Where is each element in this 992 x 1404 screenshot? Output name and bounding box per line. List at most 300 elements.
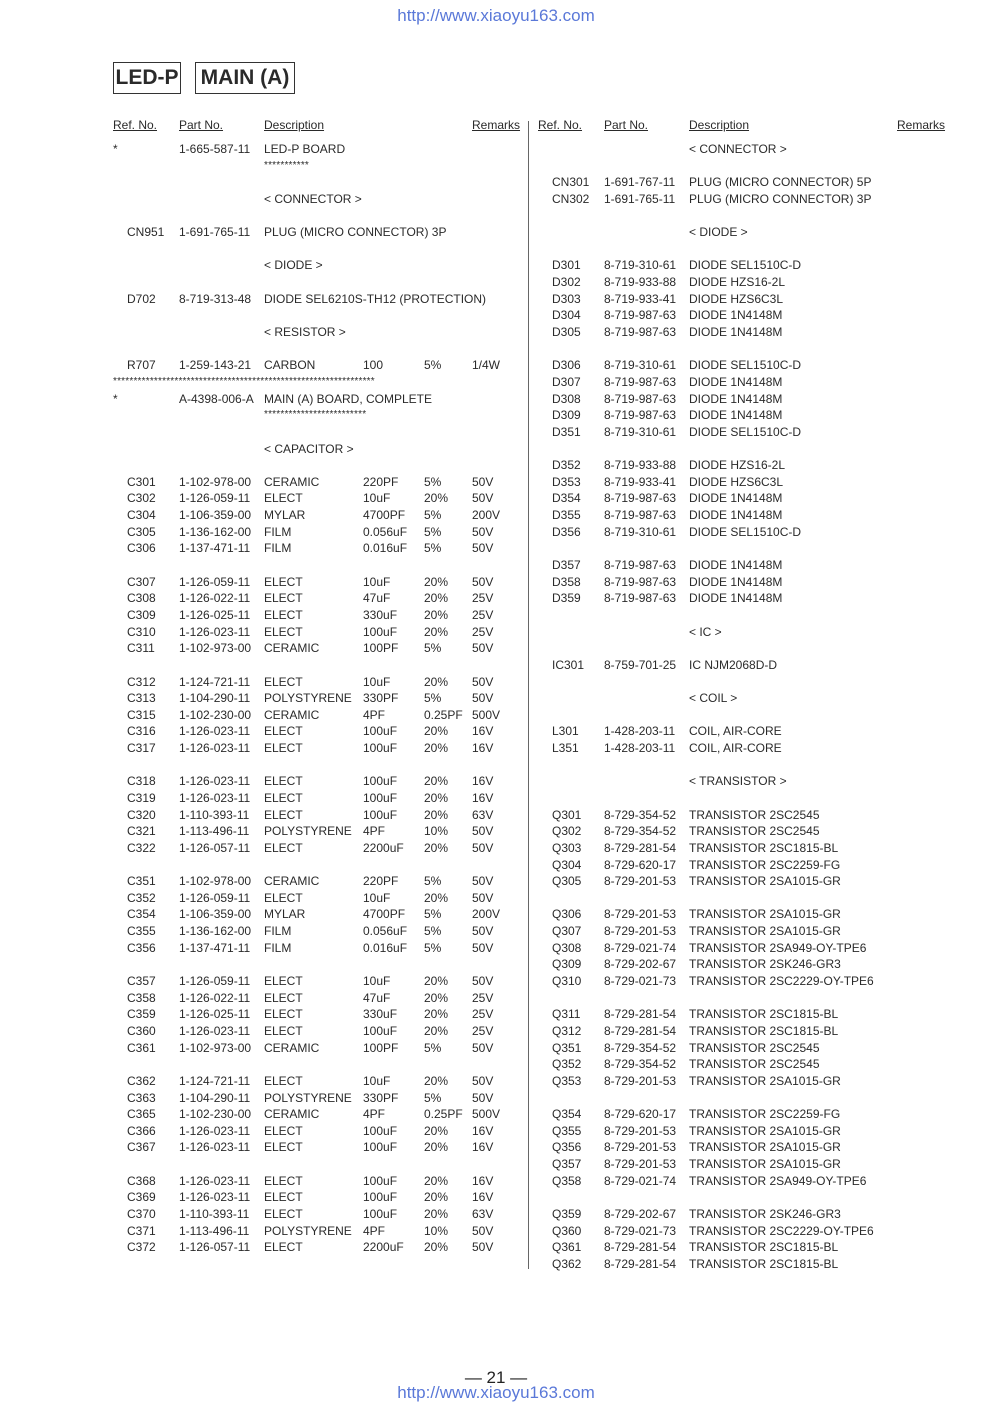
ref-no: Q307	[552, 924, 582, 939]
part-row	[113, 1073, 525, 1090]
rating: 63V	[472, 807, 494, 822]
ref-no: C320	[127, 807, 156, 822]
ref-no: Q361	[552, 1240, 582, 1255]
part-no: 1-259-143-21	[179, 358, 252, 373]
part-no: 1-691-767-11	[604, 175, 676, 190]
rating: 50V	[472, 874, 494, 889]
part-no: 1-113-496-11	[179, 824, 250, 839]
part-no: 8-729-354-52	[604, 824, 677, 839]
part-no: 8-719-987-63	[604, 408, 677, 423]
value: 2200uF	[363, 1240, 404, 1255]
ref-no: D357	[552, 558, 581, 573]
description: TRANSISTOR 2SC1815-BL	[689, 1023, 839, 1038]
description: ELECT	[264, 624, 303, 639]
rating: 50V	[472, 974, 494, 989]
ref-no: Q356	[552, 1140, 582, 1155]
part-row	[538, 740, 950, 757]
part-no: 8-719-987-63	[604, 591, 677, 606]
ref-no: C301	[127, 474, 156, 489]
part-no: 1-102-978-00	[179, 874, 252, 889]
part-row	[538, 1123, 950, 1140]
part-row	[113, 1006, 525, 1023]
tolerance: 5%	[424, 508, 442, 523]
description: DIODE SEL1510C-D	[689, 358, 802, 373]
part-no: 1-126-057-11	[179, 840, 251, 855]
value: 10uF	[363, 890, 391, 905]
part-row	[538, 973, 950, 990]
right-rows	[538, 141, 950, 1273]
value: 4PF	[363, 707, 386, 722]
description: DIODE HZS6C3L	[689, 291, 784, 306]
description: TRANSISTOR 2SK246-GR3	[689, 1207, 841, 1221]
ref-no: C362	[127, 1073, 156, 1088]
description: CERAMIC	[264, 1107, 320, 1122]
rating: 50V	[472, 890, 494, 905]
value: 220PF	[363, 874, 399, 889]
part-row	[113, 624, 525, 641]
part-row	[113, 1106, 525, 1123]
category-heading	[538, 141, 950, 158]
rating: 25V	[472, 607, 494, 622]
part-no: 1-691-765-11	[604, 191, 676, 206]
tolerance: 20%	[424, 1207, 449, 1221]
description: MAIN (A) BOARD, COMPLETE	[264, 391, 433, 406]
ref-no: C360	[127, 1023, 156, 1038]
description: COIL, AIR-CORE	[689, 724, 782, 739]
part-no: 8-729-021-74	[604, 1173, 677, 1188]
right-parts-column	[538, 116, 950, 1273]
description: ELECT	[264, 1240, 303, 1255]
blank-spacer	[538, 441, 950, 458]
description: CERAMIC	[264, 474, 320, 489]
separator-stars: ****************************************************************	[113, 375, 375, 387]
ref-no: D308	[552, 391, 581, 406]
rating: 1/4W	[472, 358, 501, 373]
description: POLYSTYRENE	[264, 1090, 352, 1105]
ref-no: CN302	[552, 191, 590, 206]
rating: 25V	[472, 591, 494, 606]
ref-no: Q310	[552, 974, 582, 989]
description: TRANSISTOR 2SA1015-GR	[689, 1140, 841, 1155]
ref-no: D352	[552, 458, 581, 473]
rating: 50V	[472, 1090, 494, 1105]
description-header: Description	[689, 118, 750, 132]
ref-no: C370	[127, 1207, 156, 1221]
ref-no: L301	[552, 724, 579, 739]
value: 0.016uF	[363, 940, 408, 955]
description: MYLAR	[264, 907, 306, 922]
tolerance: 20%	[424, 774, 449, 789]
part-row	[113, 707, 525, 724]
value: 100	[363, 358, 384, 373]
value: 100uF	[363, 1023, 398, 1038]
tolerance: 0.25PF	[424, 1107, 463, 1122]
tolerance: 20%	[424, 1023, 449, 1038]
value: 10uF	[363, 491, 391, 506]
value: 10uF	[363, 574, 391, 589]
blank-spacer	[538, 674, 950, 691]
ref-no-header: Ref. No.	[113, 118, 158, 132]
blank-spacer	[113, 1156, 525, 1173]
ref-no: Q309	[552, 957, 582, 972]
description: DIODE SEL1510C-D	[689, 524, 802, 539]
bottom-url[interactable]: http://www.xiaoyu163.com	[397, 1383, 595, 1402]
part-row	[113, 1189, 525, 1206]
tolerance: 20%	[424, 840, 449, 855]
blank-spacer	[113, 307, 525, 324]
part-row	[538, 324, 950, 341]
description: DIODE 1N4148M	[689, 308, 783, 323]
part-no: 8-759-701-25	[604, 657, 677, 672]
ref-no: Q360	[552, 1223, 582, 1238]
part-no: 8-729-021-73	[604, 974, 677, 989]
separator-stars: ***********	[264, 159, 310, 171]
value: 100uF	[363, 1140, 398, 1155]
ref-no: C359	[127, 1007, 156, 1022]
part-row	[538, 657, 950, 674]
value: 100uF	[363, 1123, 398, 1138]
part-row	[538, 1006, 950, 1023]
part-row	[113, 574, 525, 591]
blank-spacer	[538, 990, 950, 1007]
part-no: 1-126-023-11	[179, 624, 251, 639]
part-row	[113, 291, 525, 308]
part-no: 8-729-281-54	[604, 1256, 677, 1271]
part-no: 8-729-201-53	[604, 1157, 677, 1172]
description: DIODE 1N4148M	[689, 408, 783, 423]
board-row	[113, 391, 525, 408]
rating: 50V	[472, 824, 494, 839]
ref-no: C311	[127, 641, 155, 656]
tolerance: 20%	[424, 1190, 449, 1205]
value: 47uF	[363, 990, 391, 1005]
rating: 25V	[472, 990, 494, 1005]
value: 10uF	[363, 1073, 391, 1088]
tolerance: 20%	[424, 574, 449, 589]
part-no: 8-719-933-88	[604, 458, 677, 473]
category-heading	[113, 324, 525, 341]
part-row	[113, 357, 525, 374]
description: CERAMIC	[264, 641, 320, 656]
ref-no: C371	[127, 1223, 156, 1238]
rating: 50V	[472, 1040, 494, 1055]
part-row	[113, 740, 525, 757]
part-no: 8-729-021-74	[604, 940, 677, 955]
part-no: 1-104-290-11	[179, 1090, 251, 1105]
part-no: 1-126-022-11	[179, 591, 251, 606]
part-row	[538, 174, 950, 191]
value: 4700PF	[363, 508, 406, 523]
description: DIODE 1N4148M	[689, 491, 783, 506]
value: 0.056uF	[363, 524, 408, 539]
part-row	[538, 507, 950, 524]
part-no: 8-729-201-53	[604, 1123, 677, 1138]
description: POLYSTYRENE	[264, 1223, 352, 1238]
blank-spacer	[113, 857, 525, 874]
part-no: A-4398-006-A	[179, 391, 254, 406]
ref-no: C367	[127, 1140, 156, 1155]
description: TRANSISTOR 2SC2545	[689, 1057, 820, 1072]
ref-no: D307	[552, 374, 581, 389]
part-row	[113, 807, 525, 824]
part-no: 8-719-987-63	[604, 508, 677, 523]
ref-no: C308	[127, 591, 156, 606]
ref-no: Q311	[552, 1007, 581, 1022]
part-no: 8-719-987-63	[604, 308, 677, 323]
part-no: 1-136-162-00	[179, 924, 252, 939]
rating: 16V	[472, 1123, 494, 1138]
separator-line	[113, 407, 525, 424]
description: DIODE 1N4148M	[689, 591, 783, 606]
part-no: 1-110-393-11	[179, 1207, 250, 1221]
column-divider	[528, 121, 529, 1269]
part-no: 8-729-281-54	[604, 1240, 677, 1255]
description: DIODE 1N4148M	[689, 574, 783, 589]
ref-no: Q312	[552, 1023, 582, 1038]
rating: 500V	[472, 707, 501, 722]
description: PLUG (MICRO CONNECTOR) 5P	[689, 175, 872, 190]
description: ELECT	[264, 741, 303, 756]
part-no: 1-137-471-11	[179, 541, 251, 556]
value: 100uF	[363, 741, 398, 756]
tolerance: 20%	[424, 1140, 449, 1155]
ref-no: C321	[127, 824, 156, 839]
description: PLUG (MICRO CONNECTOR) 3P	[689, 191, 872, 206]
part-no: 1-113-496-11	[179, 1223, 250, 1238]
part-no: 1-102-978-00	[179, 474, 252, 489]
tolerance: 5%	[424, 641, 442, 656]
description: ELECT	[264, 890, 303, 905]
ref-no: Q304	[552, 857, 582, 872]
description: ELECT	[264, 724, 303, 739]
remarks-header: Remarks	[472, 118, 521, 132]
description: TRANSISTOR 2SA1015-GR	[689, 1157, 841, 1172]
left-parts-column	[113, 116, 525, 1256]
part-row	[113, 674, 525, 691]
tab-led-p: LED-P	[113, 62, 181, 94]
ref-no: Q354	[552, 1107, 582, 1122]
description: LED-P BOARD	[264, 142, 346, 156]
rating: 50V	[472, 574, 494, 589]
part-row	[113, 540, 525, 557]
part-row	[538, 307, 950, 324]
rating: 50V	[472, 840, 494, 855]
ref-no: D359	[552, 591, 581, 606]
blank-spacer	[113, 457, 525, 474]
part-no: 8-729-354-52	[604, 1057, 677, 1072]
blank-spacer	[113, 174, 525, 191]
part-row	[538, 357, 950, 374]
description: ELECT	[264, 807, 303, 822]
part-row	[538, 1106, 950, 1123]
description: TRANSISTOR 2SC2545	[689, 807, 820, 822]
part-no: 1-126-025-11	[179, 607, 251, 622]
part-no: 1-126-059-11	[179, 890, 251, 905]
part-no: 8-729-201-53	[604, 907, 677, 922]
part-no: 1-665-587-11	[179, 142, 251, 156]
part-row	[113, 923, 525, 940]
description: ELECT	[264, 674, 303, 689]
description: ELECT	[264, 1173, 303, 1188]
part-row	[113, 973, 525, 990]
part-no: 1-102-230-00	[179, 707, 252, 722]
part-no: 1-126-023-11	[179, 774, 251, 789]
left-column-header	[113, 116, 525, 141]
tolerance: 5%	[424, 474, 442, 489]
value: 100uF	[363, 724, 398, 739]
description: TRANSISTOR 2SA1015-GR	[689, 924, 841, 939]
part-no: 8-729-201-53	[604, 874, 677, 889]
ref-no: Q362	[552, 1256, 582, 1271]
ref-no: R707	[127, 358, 156, 373]
value: 100uF	[363, 624, 398, 639]
description: DIODE HZS16-2L	[689, 458, 786, 473]
description: ELECT	[264, 1023, 303, 1038]
part-no: 8-729-620-17	[604, 1107, 677, 1122]
blank-spacer	[113, 424, 525, 441]
blank-spacer	[538, 790, 950, 807]
rating: 200V	[472, 907, 501, 922]
ref-no: D304	[552, 308, 581, 323]
description: < COIL >	[689, 691, 738, 706]
ref-no: Q359	[552, 1207, 582, 1221]
value: 100uF	[363, 774, 398, 789]
description: DIODE HZS6C3L	[689, 474, 784, 489]
part-no: 1-110-393-11	[179, 807, 250, 822]
part-row	[538, 424, 950, 441]
part-row	[538, 840, 950, 857]
part-no: 1-126-023-11	[179, 741, 251, 756]
part-row	[538, 940, 950, 957]
rating: 50V	[472, 1223, 494, 1238]
description: < DIODE >	[264, 258, 323, 273]
description: ELECT	[264, 1007, 303, 1022]
part-row	[538, 956, 950, 973]
value: 100PF	[363, 641, 399, 656]
value: 4PF	[363, 1223, 386, 1238]
top-url[interactable]: http://www.xiaoyu163.com	[397, 6, 595, 25]
ref-no: Q305	[552, 874, 582, 889]
part-row	[538, 457, 950, 474]
rating: 25V	[472, 1023, 494, 1038]
value: 47uF	[363, 591, 391, 606]
ref-no: Q358	[552, 1173, 582, 1188]
part-no: 1-126-023-11	[179, 1173, 251, 1188]
blank-spacer	[538, 241, 950, 258]
part-no: 1-126-059-11	[179, 974, 251, 989]
part-no: 8-719-310-61	[604, 524, 677, 539]
part-row	[113, 490, 525, 507]
part-no: 8-719-310-61	[604, 258, 677, 273]
part-row	[538, 490, 950, 507]
part-row	[538, 257, 950, 274]
part-row	[113, 507, 525, 524]
part-no: 8-729-281-54	[604, 840, 677, 855]
ref-no: CN951	[127, 225, 165, 240]
part-no: 8-729-201-53	[604, 924, 677, 939]
description: < RESISTOR >	[264, 325, 346, 340]
page-number: — 21 —	[464, 1368, 528, 1387]
part-row	[113, 607, 525, 624]
tolerance: 0.25PF	[424, 707, 463, 722]
rating: 16V	[472, 1190, 494, 1205]
ref-no: D702	[127, 291, 156, 306]
part-row	[538, 723, 950, 740]
ref-no: C313	[127, 691, 156, 706]
part-row	[113, 1206, 525, 1223]
description: ELECT	[264, 840, 303, 855]
blank-spacer	[113, 341, 525, 358]
rating: 50V	[472, 491, 494, 506]
part-no: 8-719-987-63	[604, 558, 677, 573]
tolerance: 5%	[424, 1090, 442, 1105]
description: DIODE 1N4148M	[689, 325, 783, 340]
description: ELECT	[264, 1123, 303, 1138]
description: IC NJM2068D-D	[689, 657, 778, 672]
part-row	[538, 391, 950, 408]
tolerance: 5%	[424, 358, 442, 373]
part-row	[538, 574, 950, 591]
description: TRANSISTOR 2SC1815-BL	[689, 1240, 839, 1255]
rating: 50V	[472, 1240, 494, 1255]
category-heading	[538, 773, 950, 790]
part-no: 1-126-023-11	[179, 1023, 251, 1038]
description: TRANSISTOR 2SC2259-FG	[689, 1107, 841, 1122]
tolerance: 5%	[424, 940, 442, 955]
part-no: 1-137-471-11	[179, 940, 251, 955]
rating: 50V	[472, 524, 494, 539]
part-row	[113, 474, 525, 491]
part-row	[538, 1256, 950, 1273]
part-no: 8-719-933-41	[604, 474, 677, 489]
ref-no: C368	[127, 1173, 156, 1188]
part-no: 1-126-023-11	[179, 724, 251, 739]
description: ELECT	[264, 491, 303, 506]
part-row	[538, 906, 950, 923]
part-row	[113, 940, 525, 957]
tolerance: 5%	[424, 1040, 442, 1055]
description: FILM	[264, 541, 292, 556]
part-row	[538, 590, 950, 607]
tolerance: 20%	[424, 674, 449, 689]
part-row	[113, 1090, 525, 1107]
description: CERAMIC	[264, 874, 320, 889]
ref-no: C354	[127, 907, 156, 922]
ref-no: D303	[552, 291, 581, 306]
ref-no: Q352	[552, 1057, 582, 1072]
description: POLYSTYRENE	[264, 824, 352, 839]
part-row	[113, 906, 525, 923]
part-row	[538, 1156, 950, 1173]
blank-spacer	[538, 707, 950, 724]
rating: 25V	[472, 624, 494, 639]
ref-no: Q301	[552, 807, 582, 822]
description: TRANSISTOR 2SA1015-GR	[689, 1073, 841, 1088]
blank-spacer	[538, 757, 950, 774]
tolerance: 20%	[424, 491, 449, 506]
tolerance: 20%	[424, 1123, 449, 1138]
ref-no: C369	[127, 1190, 156, 1205]
description: TRANSISTOR 2SC1815-BL	[689, 1007, 839, 1022]
description: DIODE 1N4148M	[689, 391, 783, 406]
description: < CONNECTOR >	[689, 142, 787, 156]
part-row	[113, 640, 525, 657]
part-no: 8-729-354-52	[604, 1040, 677, 1055]
part-no: 8-719-310-61	[604, 424, 677, 439]
description: TRANSISTOR 2SA949-OY-TPE6	[689, 1173, 867, 1188]
description: TRANSISTOR 2SC2259-FG	[689, 857, 841, 872]
ref-no: D355	[552, 508, 581, 523]
